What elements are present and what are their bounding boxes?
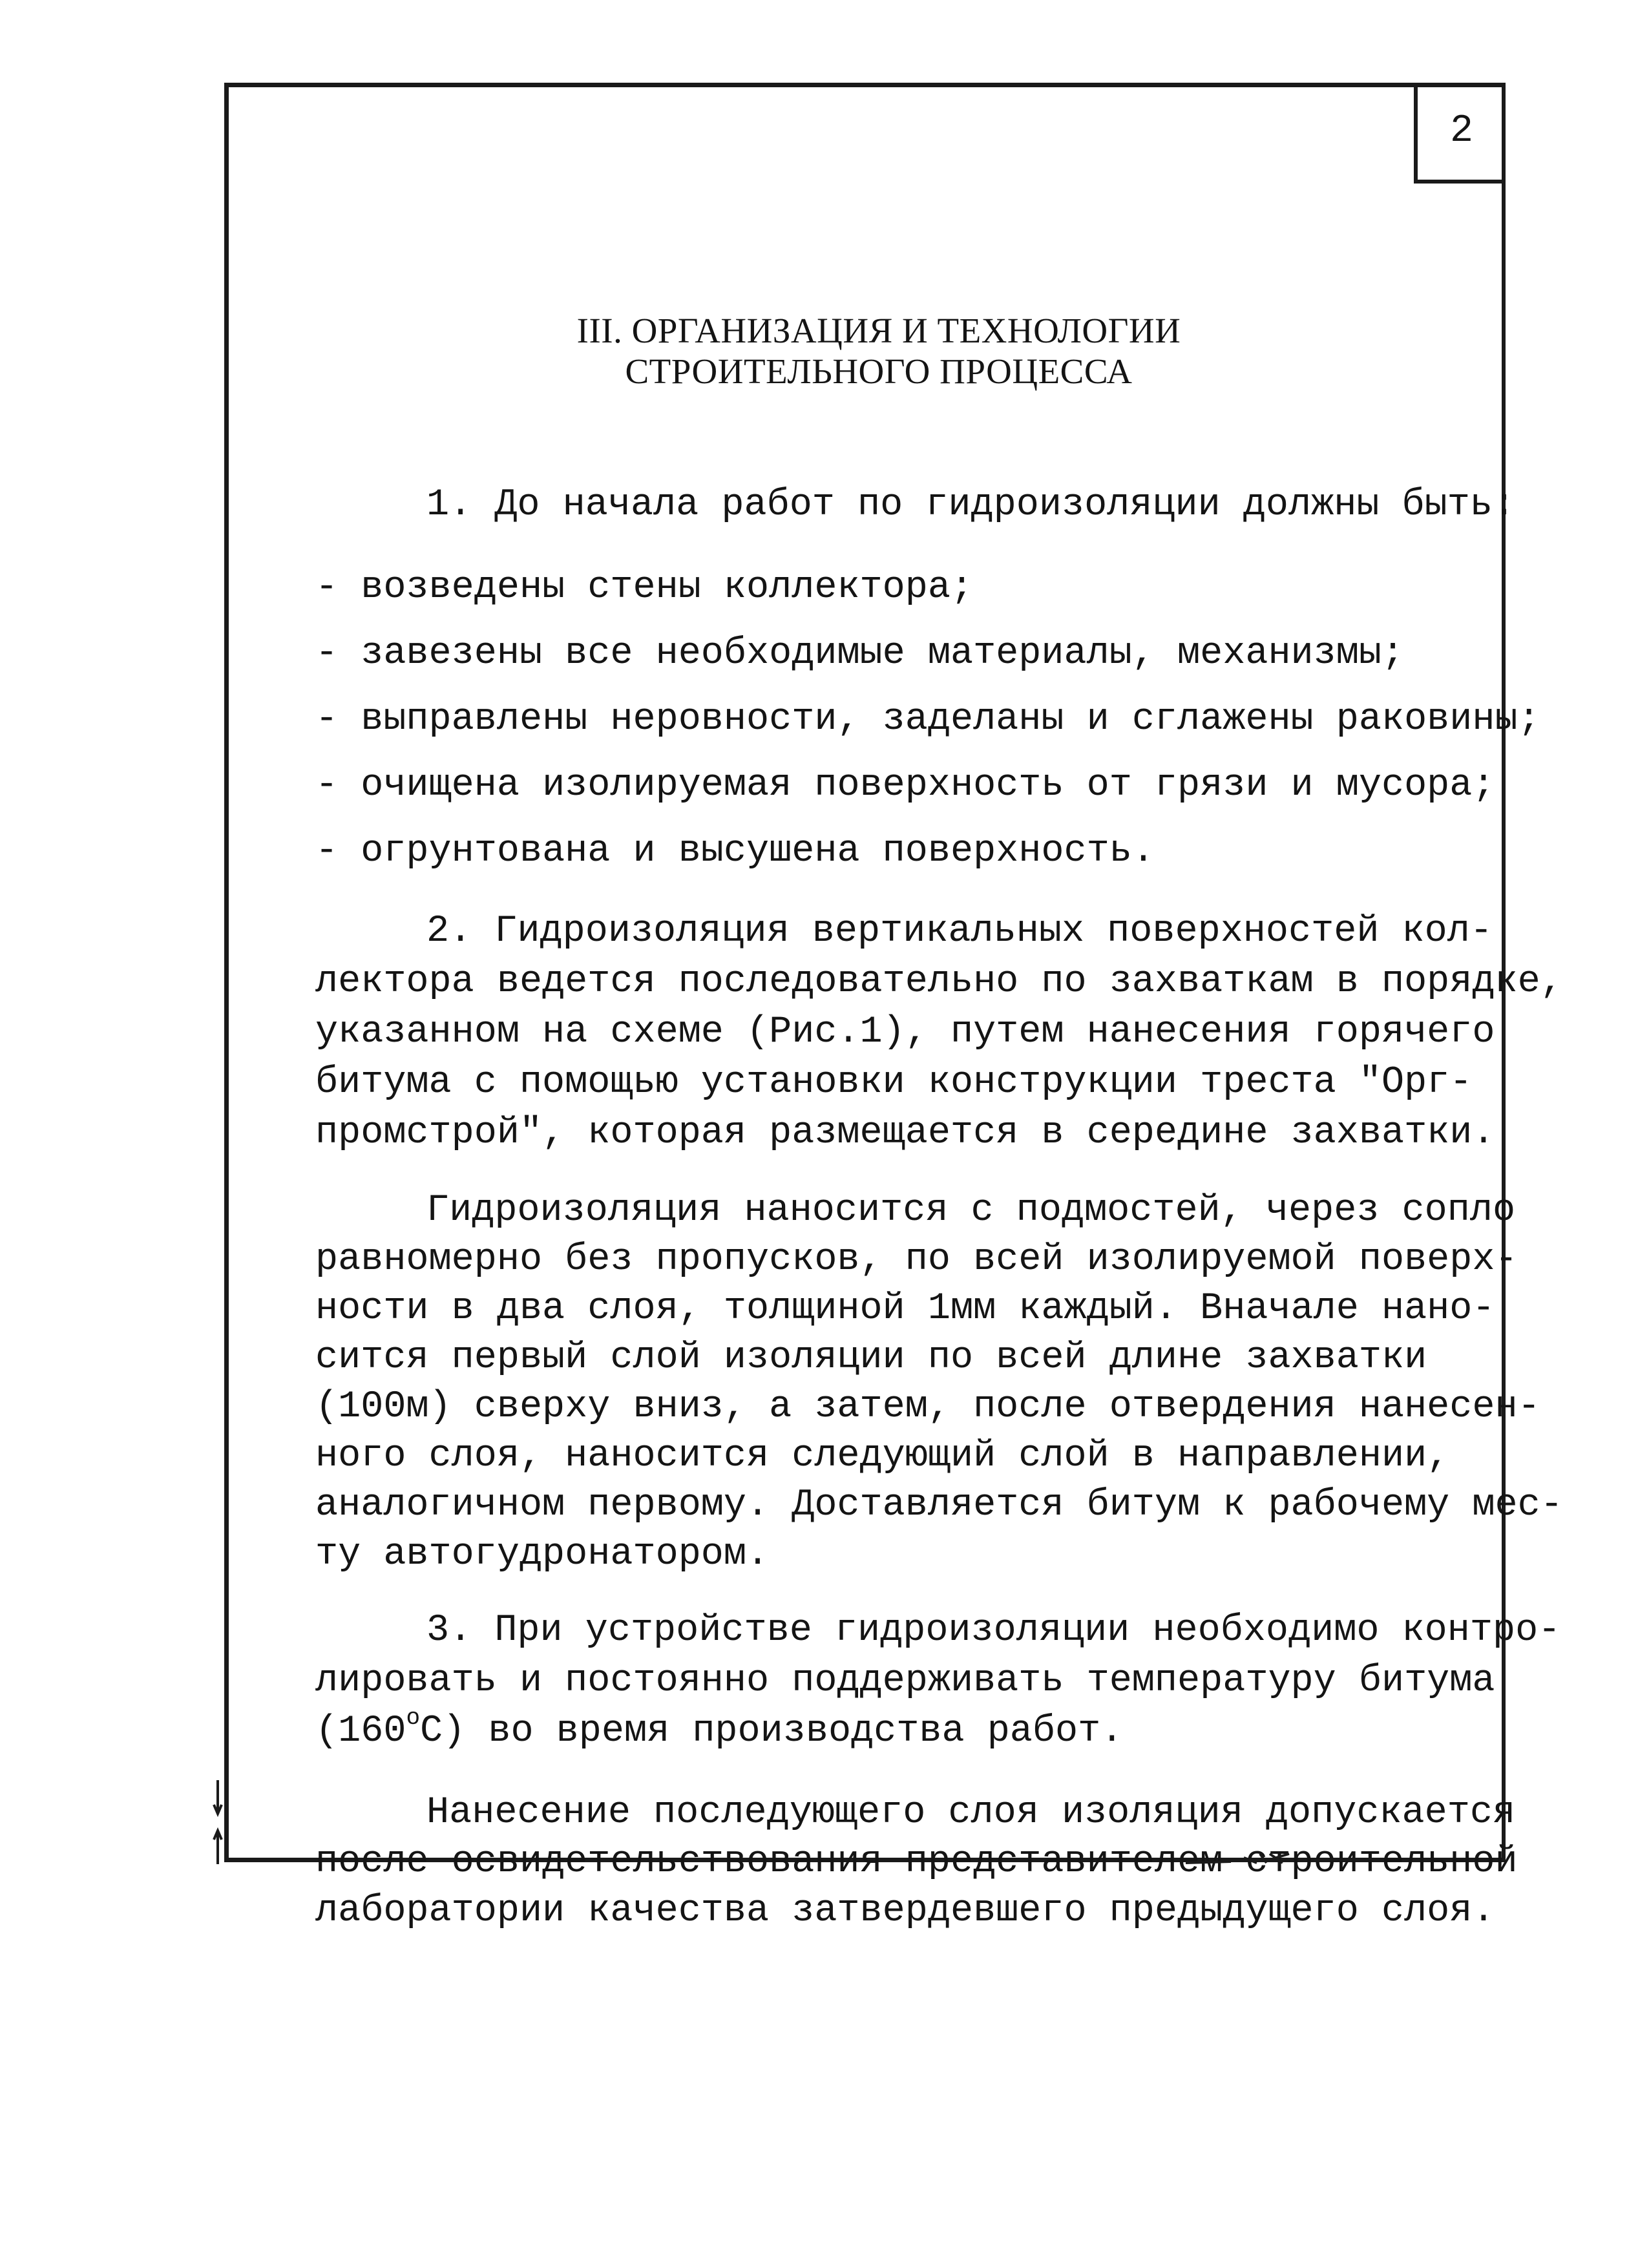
list-item-text: очищена изолируемая поверхность от грязи и мусора; [361, 763, 1495, 806]
list-item-text: возведены стены коллектора; [361, 565, 974, 609]
paragraph3-line: лаборатории качества затвердевшего предыдущего слоя. [315, 1889, 1495, 1932]
list-item-text: огрунтована и высушена поверхность. [361, 829, 1155, 872]
paragraph2-line: ного слоя, наносится следующий слой в направлении, [315, 1434, 1450, 1477]
paragraph2-line: (100м) сверху вниз, а затем, после отвердения нанесен- [315, 1385, 1540, 1428]
list-dash: - [315, 763, 339, 806]
temperature-suffix: С) во время производства работ. [420, 1709, 1124, 1752]
list-dash: - [315, 697, 339, 740]
heading-line-1: III. ОРГАНИЗАЦИЯ И ТЕХНОЛОГИИ [576, 311, 1181, 350]
section2-line: лектора ведется последовательно по захваткам в порядке, [315, 960, 1563, 1003]
list-item [315, 631, 1405, 675]
list-dash: - [315, 829, 339, 872]
paragraph2-line: ности в два слоя, толщиной 1мм каждый. Вначале нано- [315, 1286, 1495, 1330]
section2-line: битума с помощью установки конструкции треста "Орг- [315, 1060, 1473, 1104]
list-item-text: выправлены неровности, заделаны и сглажены раковины; [361, 697, 1540, 740]
section2-line: 2. Гидроизоляция вертикальных поверхностей кол- [426, 909, 1493, 952]
bottom-scrawl-mark [1186, 1845, 1380, 1871]
section1-intro: 1. До начала работ по гидроизоляции должны быть: [426, 483, 1516, 526]
section-heading [452, 310, 1305, 392]
binding-mark [211, 1780, 224, 1864]
paragraph2-line: сится первый слой изоляции по всей длине захватки [315, 1336, 1427, 1379]
paragraph2-line: ту автогудронатором. [315, 1532, 770, 1575]
list-dash: - [315, 565, 339, 609]
list-item-text: завезены все необходимые материалы, механизмы; [361, 631, 1405, 675]
page-number: 2 [1449, 109, 1473, 153]
paragraph2-line: Гидроизоляция наносится с подмостей, через сопло [426, 1188, 1516, 1232]
section2-line: промстрой", которая размещается в середине захватки. [315, 1111, 1495, 1154]
section3-line [315, 1705, 1124, 1752]
temperature-prefix: (160 [315, 1709, 406, 1752]
list-item [315, 829, 1155, 872]
section3-line: лировать и постоянно поддерживать температуру битума [315, 1659, 1495, 1702]
list-item [315, 763, 1495, 806]
list-dash: - [315, 631, 339, 675]
page-number-box [1414, 83, 1506, 184]
section3-line: 3. При устройстве гидроизоляции необходимо контро- [426, 1608, 1561, 1652]
list-item [315, 565, 974, 609]
heading-line-2: СТРОИТЕЛЬНОГО ПРОЦЕССА [625, 352, 1133, 392]
list-item [315, 697, 1540, 740]
section2-line: указанном на схеме (Рис.1), путем нанесения горячего [315, 1010, 1495, 1053]
paragraph2-line: аналогичном первому. Доставляется битум к рабочему мес- [315, 1483, 1563, 1526]
paragraph3-line: после освидетельствования представителем строительной [315, 1840, 1518, 1883]
degree-sign: o [406, 1705, 421, 1731]
paragraph2-line: равномерно без пропусков, по всей изолируемой поверх- [315, 1237, 1518, 1281]
paragraph3-line: Нанесение последующего слоя изоляция допускается [426, 1790, 1516, 1834]
